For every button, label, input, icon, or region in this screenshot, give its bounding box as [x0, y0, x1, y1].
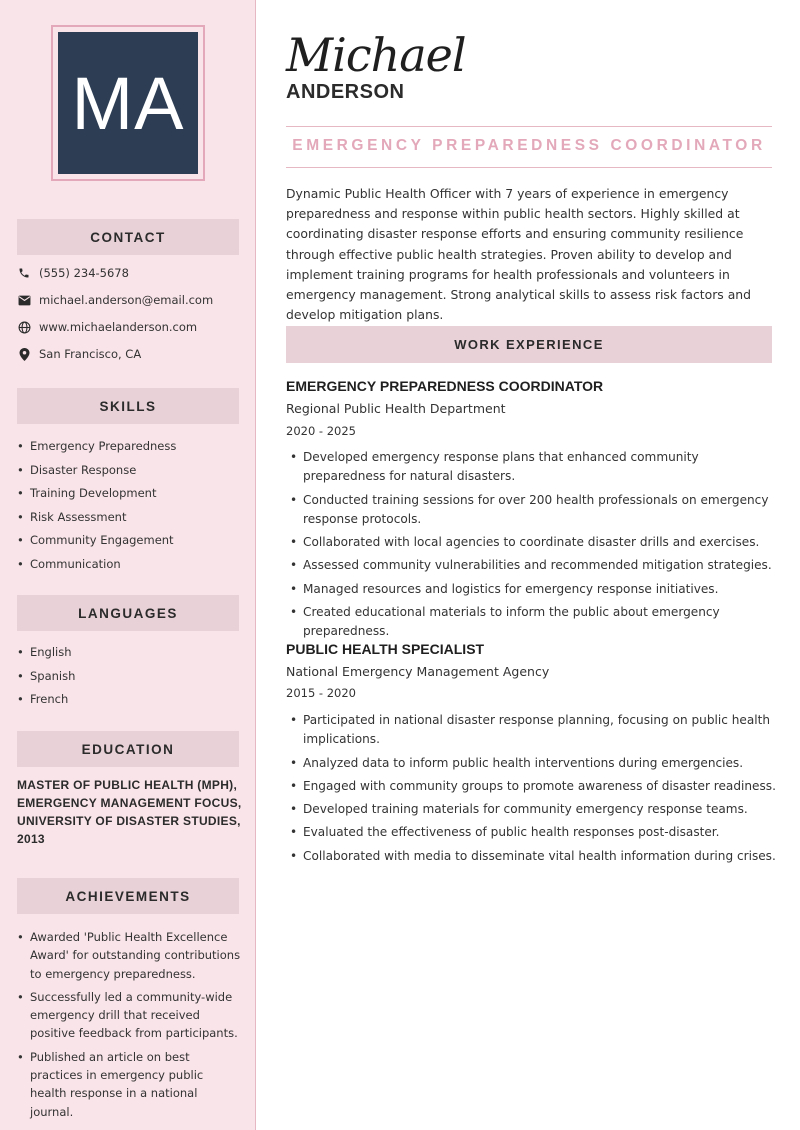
job-dates: 2020 - 2025 — [286, 424, 356, 438]
job-bullet: • Created educational materials to inform the public about emergency preparedness. — [286, 603, 776, 642]
contact-phone — [17, 263, 247, 283]
job-bullet: • Engaged with community groups to promote awareness of disaster readiness. — [286, 777, 776, 796]
job-bullets — [286, 448, 776, 646]
contact-location-text: San Francisco, CA — [39, 347, 142, 361]
language-item: • French — [17, 692, 242, 706]
summary: Dynamic Public Health Officer with 7 years of experience in emergency preparedness and response within public health sectors. Highly skilled at coordinating disaster response efforts and ensuring community resilience through effective public health strategies. Proven ability to develop and implement training programs for health professionals and volunteers in emergency management. Strong analytical skills to assess risk factors and develop mitigation plans. — [286, 186, 751, 323]
skill-item: • Disaster Response — [17, 463, 242, 477]
title-rule-top — [286, 126, 772, 127]
job-bullet: • Collaborated with media to disseminate vital health information during crises. — [286, 847, 776, 866]
job-organization: National Emergency Management Agency — [286, 664, 550, 679]
achievement-item: • Successfully led a community-wide emergency drill that received positive feedback from participants. — [17, 988, 242, 1043]
skills-header: SKILLS — [17, 388, 239, 424]
monogram-frame — [51, 25, 205, 181]
contact-website-text: www.michaelanderson.com — [39, 320, 198, 334]
first-name: Michael — [286, 28, 466, 82]
globe-icon — [17, 320, 31, 334]
skills-list — [17, 439, 242, 571]
job-bullet: • Conducted training sessions for over 200 health professionals on emergency response protocols. — [286, 491, 776, 530]
monogram: MA — [58, 32, 198, 174]
languages-list — [17, 645, 242, 706]
job-title: EMERGENCY PREPAREDNESS COORDINATOR — [292, 137, 766, 154]
skill-item: • Risk Assessment — [17, 510, 242, 524]
skill-item: • Communication — [17, 557, 242, 571]
contact-email-text: michael.anderson@email.com — [39, 293, 214, 307]
job-bullet: • Managed resources and logistics for emergency response initiatives. — [286, 580, 776, 599]
contact-location — [17, 344, 247, 364]
job-dates: 2015 - 2020 — [286, 686, 356, 700]
education-entry: MASTER OF PUBLIC HEALTH (MPH), EMERGENCY MANAGEMENT FOCUS, UNIVERSITY OF DISASTER STUDIES, 2013 — [17, 778, 242, 846]
achievements-header: ACHIEVEMENTS — [17, 878, 239, 914]
achievements-list — [17, 928, 242, 1126]
job-role: EMERGENCY PREPAREDNESS COORDINATOR — [286, 378, 604, 394]
skill-item: • Community Engagement — [17, 533, 242, 547]
contact-email — [17, 290, 247, 310]
language-item: • Spanish — [17, 669, 242, 683]
education-header: EDUCATION — [17, 731, 239, 767]
last-name: ANDERSON — [286, 81, 405, 103]
email-icon — [17, 293, 31, 307]
skill-item: • Training Development — [17, 486, 242, 500]
job-role: PUBLIC HEALTH SPECIALIST — [286, 641, 485, 657]
job-bullet: • Assessed community vulnerabilities and recommended mitigation strategies. — [286, 556, 776, 575]
job-bullet: • Analyzed data to inform public health interventions during emergencies. — [286, 754, 776, 773]
languages-header: LANGUAGES — [17, 595, 239, 631]
job-bullet: • Developed emergency response plans that enhanced community preparedness for natural disasters. — [286, 448, 776, 487]
phone-icon — [17, 266, 31, 280]
job-bullet: • Developed training materials for community emergency response teams. — [286, 800, 776, 819]
job-bullet: • Evaluated the effectiveness of public health responses post-disaster. — [286, 823, 776, 842]
title-rule-bottom — [286, 167, 772, 168]
language-item: • English — [17, 645, 242, 659]
location-pin-icon — [17, 347, 31, 361]
work-experience-header: WORK EXPERIENCE — [286, 326, 772, 363]
job-bullet: • Collaborated with local agencies to coordinate disaster drills and exercises. — [286, 533, 776, 552]
achievement-item: • Awarded 'Public Health Excellence Award' for outstanding contributions to emergency preparedness. — [17, 928, 242, 983]
job-bullet: • Participated in national disaster response planning, focusing on public health implications. — [286, 711, 776, 750]
contact-header: CONTACT — [17, 219, 239, 255]
job-bullets — [286, 711, 776, 870]
contact-phone-text: (555) 234-5678 — [39, 266, 129, 280]
job-organization: Regional Public Health Department — [286, 401, 506, 416]
achievement-item: • Published an article on best practices in emergency public health response in a national journal. — [17, 1048, 242, 1121]
contact-website — [17, 317, 247, 337]
skill-item: • Emergency Preparedness — [17, 439, 242, 453]
